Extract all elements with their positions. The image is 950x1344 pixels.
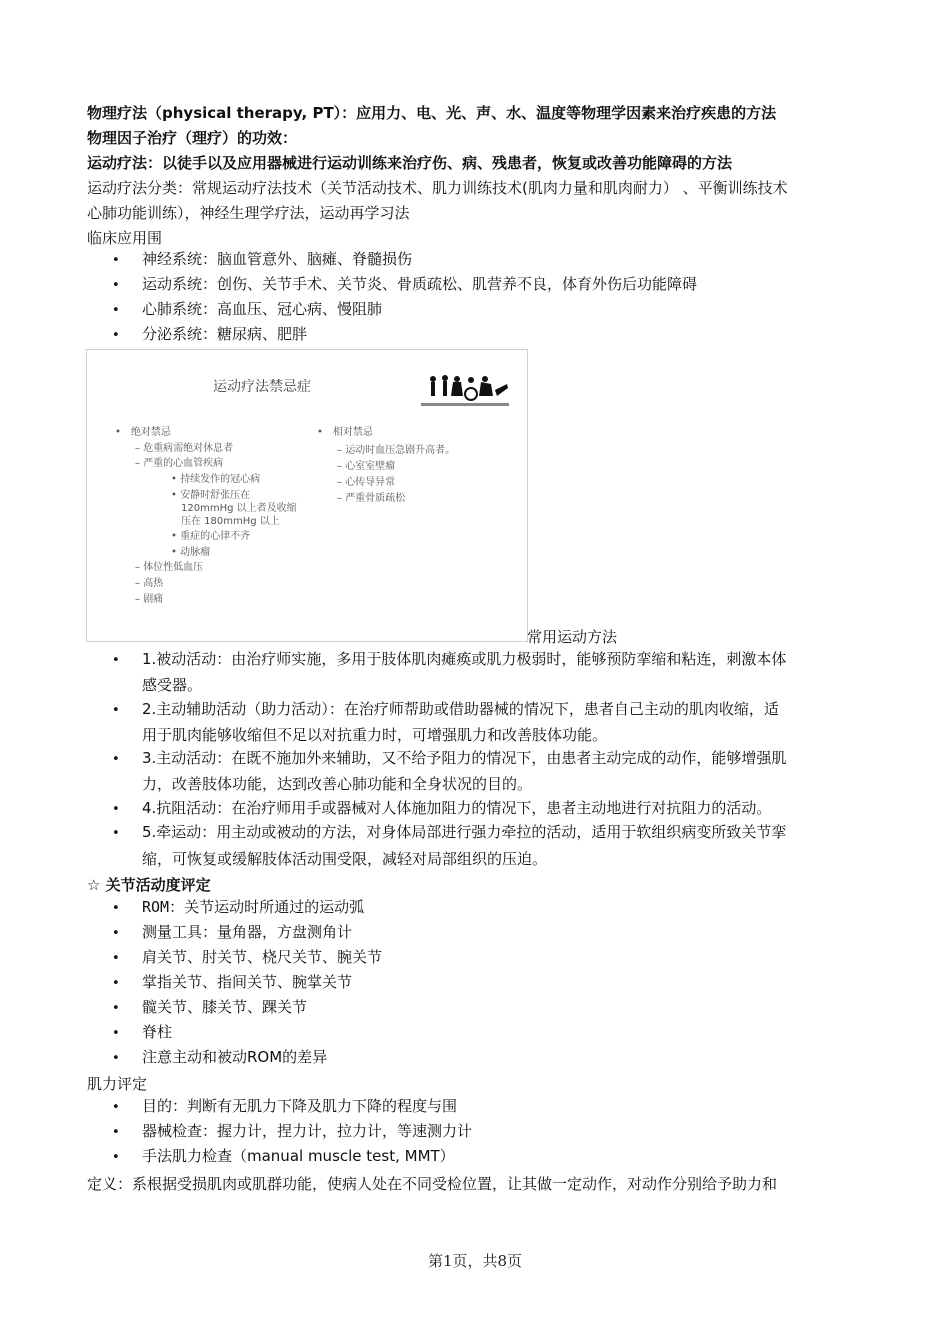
slide-bullet: • 相对禁忌 <box>317 427 373 438</box>
list-item: • 2.主动辅助活动（助力活动）：在治疗师帮助或借助器械的情况下，患者自己主动的肌肉收缩，适 <box>112 697 779 723</box>
slide-title: 运动疗法禁忌症 <box>213 379 311 395</box>
slide-subitem: – 危重病需绝对休息者 <box>135 443 234 454</box>
bullet-icon: • <box>112 1051 120 1066</box>
slide-subitem: – 严重骨质疏松 <box>337 493 406 504</box>
list-item: • 1.被动活动：由治疗师实施，多用于肢体肌肉瘫痪或肌力极弱时，能够预防挛缩和粘连，刺激本体 <box>112 647 786 673</box>
slide-subitem: – 心室室壁瘤 <box>337 461 396 472</box>
slide-subitem: – 高热 <box>135 578 164 589</box>
bullet-icon: • <box>112 278 120 293</box>
list-item-continuation: 缩，可恢复或缓解肢体活动围受限，减轻对局部组织的压迫。 <box>142 850 548 868</box>
bullet-icon: • <box>112 303 120 318</box>
list-item: • 脊柱 <box>112 1020 172 1046</box>
bullet-icon: • <box>112 1026 120 1041</box>
slide-subitem: • 安静时舒张压在 <box>171 490 251 501</box>
list-item: • 肩关节、肘关节、桡尺关节、腕关节 <box>112 945 382 971</box>
slide-subitem: • 重症的心律不齐 <box>171 531 251 542</box>
pt-definition: 物理疗法（physical therapy, PT）：应用力、电、光、声、水、温度等物理学因素来治疗疾患的方法 <box>87 104 777 122</box>
list-item: • 3.主动活动：在既不施加外来辅助，又不给予阻力的情况下，由患者主动完成的动作，能够增强肌 <box>112 746 786 772</box>
bullet-icon: • <box>112 653 120 668</box>
rehab-logo-icon <box>419 370 511 414</box>
list-item-continuation: 用于肌肉能够收缩但不足以对抗重力时，可增强肌力和改善肢体功能。 <box>142 726 608 744</box>
bullet-icon: • <box>112 1001 120 1016</box>
contraindications-slide <box>86 349 528 642</box>
bullet-icon: • <box>112 328 120 343</box>
page-footer: 第1页，共8页 <box>427 1252 523 1270</box>
slide-subitem: • 动脉瘤 <box>171 547 211 558</box>
bullet-icon: • <box>112 1150 120 1165</box>
methods-heading: 常用运动方法 <box>527 628 618 646</box>
slide-subitem: – 运动时血压急剧升高者。 <box>337 445 456 456</box>
list-item-continuation: 力，改善肢体功能，达到改善心肺功能和全身状况的目的。 <box>142 775 533 793</box>
slide-subitem: – 严重的心血管疾病 <box>135 458 224 469</box>
bullet-icon: • <box>112 703 120 718</box>
physical-factor-heading: 物理因子治疗（理疗）的功效： <box>87 129 298 147</box>
list-item: • 分泌系统：糖尿病、肥胖 <box>112 322 307 348</box>
list-item: • 测量工具：量角器，方盘测角计 <box>112 920 352 946</box>
slide-subitem: – 体位性低血压 <box>135 562 204 573</box>
list-item: • 手法肌力检查（manual muscle test, MMT） <box>112 1144 455 1170</box>
slide-subitem: – 剧痛 <box>135 594 164 605</box>
strength-heading: 肌力评定 <box>87 1075 148 1093</box>
bullet-icon: • <box>112 1100 120 1115</box>
rom-heading: ☆ 关节活动度评定 <box>87 876 211 894</box>
bullet-icon: • <box>112 926 120 941</box>
list-item: • 掌指关节、指间关节、腕掌关节 <box>112 970 352 996</box>
bullet-icon: • <box>112 752 120 767</box>
bullet-icon: • <box>112 976 120 991</box>
mmt-definition: 定义：系根据受损肌肉或肌群功能，使病人处在不同受检位置，让其做一定动作，对动作分别给予助力和 <box>87 1175 778 1193</box>
slide-subitem: • 持续发作的冠心病 <box>171 474 261 485</box>
list-item: • ROM：关节运动时所通过的运动弧 <box>112 895 364 921</box>
bullet-icon: • <box>112 826 120 841</box>
slide-bullet: • 绝对禁忌 <box>115 427 171 438</box>
bullet-icon: • <box>112 1125 120 1140</box>
slide-subitem: 压在 180mmHg 以上 <box>181 516 280 527</box>
list-item: • 神经系统：脑血管意外、脑瘫、脊髓损伤 <box>112 247 412 273</box>
list-item-continuation: 感受器。 <box>142 676 203 694</box>
list-item: • 5.牵运动：用主动或被动的方法，对身体局部进行强力牵拉的活动，适用于软组织病变所致关节挛 <box>112 820 786 846</box>
clinical-heading: 临床应用围 <box>87 229 163 247</box>
list-item: • 器械检查：握力计，捏力计，拉力计，等速测力计 <box>112 1119 472 1145</box>
exercise-therapy-definition: 运动疗法：以徒手以及应用器械进行运动训练来治疗伤、病、残患者，恢复或改善功能障碍的方法 <box>87 154 733 172</box>
bullet-icon: • <box>112 253 120 268</box>
bullet-icon: • <box>112 802 120 817</box>
bullet-icon: • <box>112 901 120 916</box>
exercise-therapy-classes: 运动疗法分类：常规运动疗法技术（关节活动技术、肌力训练技术(肌肉力量和肌肉耐力） 、平衡训练技术 <box>87 179 788 197</box>
list-item: • 运动系统：创伤、关节手术、关节炎、骨质疏松、肌营养不良，体育外伤后功能障碍 <box>112 272 697 298</box>
list-item: • 4.抗阻活动：在治疗师用手或器械对人体施加阻力的情况下，患者主动地进行对抗阻力的活动。 <box>112 796 771 822</box>
list-item: • 心肺系统：高血压、冠心病、慢阻肺 <box>112 297 382 323</box>
list-item: • 目的：判断有无肌力下降及肌力下降的程度与围 <box>112 1094 457 1120</box>
slide-subitem: – 心传导异常 <box>337 477 396 488</box>
list-item: • 髋关节、膝关节、踝关节 <box>112 995 307 1021</box>
exercise-therapy-classes-cont: 心肺功能训练），神经生理学疗法，运动再学习法 <box>87 204 410 222</box>
slide-subitem: 120mmHg 以上者及收缩 <box>181 503 297 514</box>
bullet-icon: • <box>112 951 120 966</box>
list-item: • 注意主动和被动ROM的差异 <box>112 1045 327 1071</box>
